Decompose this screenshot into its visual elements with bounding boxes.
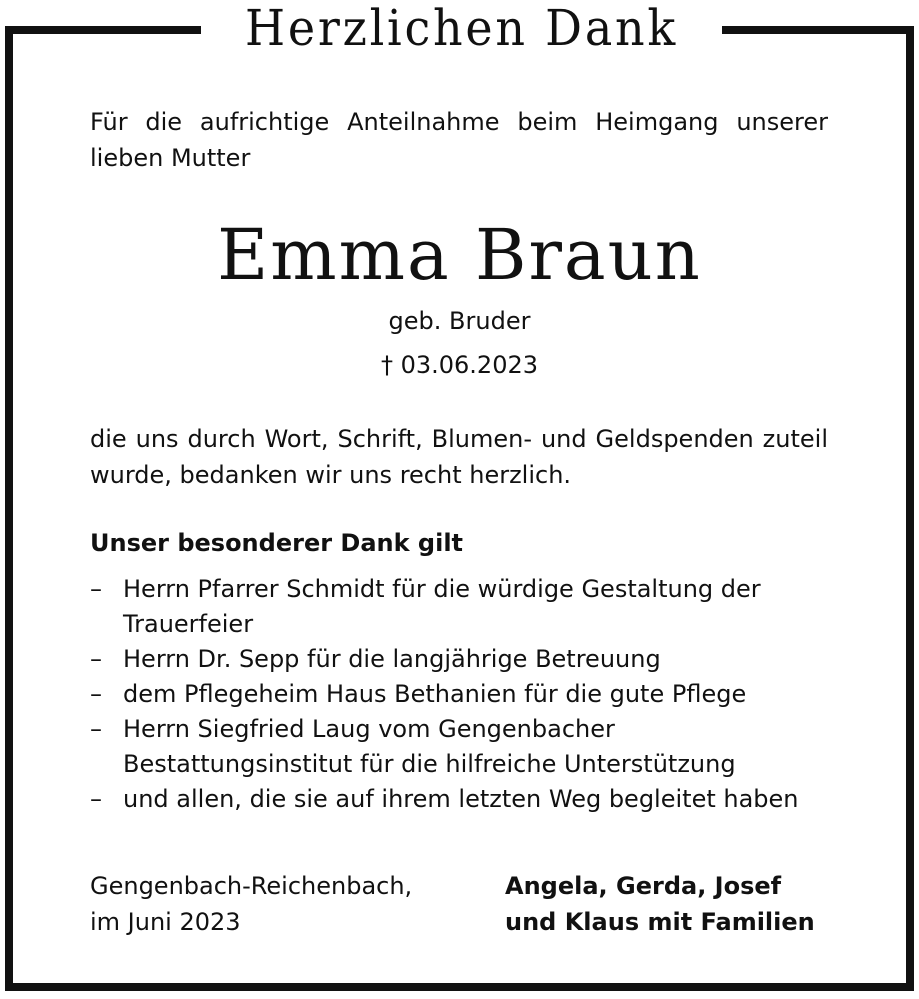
family-line-1: Angela, Gerda, Josef: [505, 872, 782, 900]
family-signature: [505, 868, 815, 940]
dash-icon: –: [90, 575, 102, 603]
list-item-text: Herrn Siegfried Laug vom Gengenbacher Bestattungsinstitut für die hilfreiche Unterstützung: [123, 715, 736, 778]
date-line: im Juni 2023: [90, 908, 241, 936]
family-line-2: und Klaus mit Familien: [505, 908, 815, 936]
list-item: [90, 642, 850, 677]
dash-icon: –: [90, 645, 102, 673]
special-thanks-list: [90, 572, 850, 817]
dash-icon: –: [90, 785, 102, 813]
special-thanks-title: Unser besonderer Dank gilt: [90, 529, 464, 557]
notice-heading: Herzlichen Dank: [244, 0, 679, 57]
list-item: [90, 677, 850, 712]
list-item-text: dem Pflegeheim Haus Bethanien für die gute Pflege: [123, 680, 747, 708]
deceased-name: Emma Braun: [217, 214, 702, 296]
list-item-text: Herrn Dr. Sepp für die langjährige Betreuung: [123, 645, 661, 673]
list-item: [90, 782, 850, 817]
list-item-text: und allen, die sie auf ihrem letzten Weg begleitet haben: [123, 785, 799, 813]
death-date: † 03.06.2023: [380, 351, 539, 379]
dash-icon: –: [90, 715, 102, 743]
list-item: [90, 572, 850, 642]
born-name: geb. Bruder: [388, 307, 531, 335]
list-item-text: Herrn Pfarrer Schmidt für die würdige Gestaltung der Trauerfeier: [123, 575, 761, 638]
dash-icon: –: [90, 680, 102, 708]
place-date: [90, 868, 412, 940]
list-item: [90, 712, 850, 782]
intro-text: Für die aufrichtige Anteilnahme beim Heimgang unserer lieben Mutter: [90, 108, 828, 172]
place-line: Gengenbach-Reichenbach,: [90, 872, 413, 900]
top-border-left: [5, 26, 201, 34]
thanks-text: die uns durch Wort, Schrift, Blumen- und Geldspenden zuteil wurde, bedanken wir uns recht herzlich.: [90, 425, 828, 489]
top-border-right: [722, 26, 914, 34]
